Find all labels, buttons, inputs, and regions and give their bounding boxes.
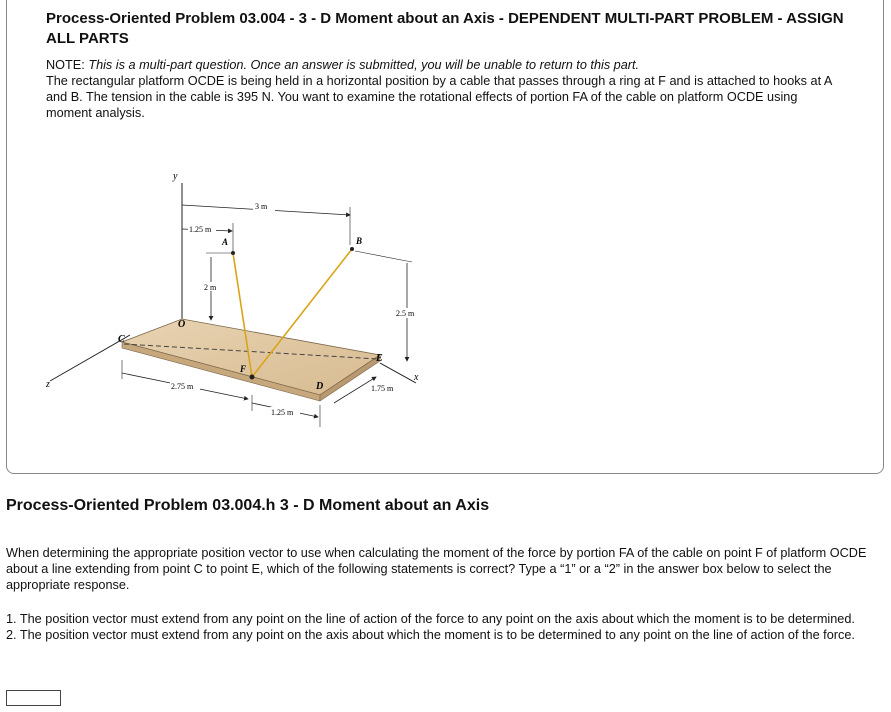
part-title: Process-Oriented Problem 03.004.h 3 - D Moment about an Axis: [6, 497, 490, 514]
note-label: NOTE:: [46, 58, 85, 72]
dim-125b: 1.25 m: [271, 408, 294, 417]
hook-b: [350, 247, 354, 251]
dim-125a: 1.25 m: [189, 225, 212, 234]
platform-figure: [40, 165, 440, 440]
answer-options: [6, 611, 886, 643]
label-c: C: [118, 334, 125, 345]
dim-3m: 3 m: [255, 202, 268, 211]
problem-title: Process-Oriented Problem 03.004 - 3 - D Moment about an Axis - DEPENDENT MULTI-PART PROBLEM - ASSIGN ALL PARTS: [46, 10, 844, 47]
part-question: When determining the appropriate position vector to use when calculating the moment of the force by portion FA of the cable on point F of platform OCDE about a line extending from point C to point E, which of the following statements is correct? Type a “1” or a “2” in the answer box below to select the appropriate response.: [6, 546, 867, 592]
x-label: x: [414, 372, 419, 383]
ring-f: [250, 375, 255, 380]
label-f: F: [240, 364, 247, 374]
dim-275: 2.75 m: [171, 382, 194, 391]
problem-statement: [46, 57, 846, 121]
dim-25m: 2.5 m: [396, 309, 415, 318]
x-axis: [380, 363, 416, 383]
dim-25m-ext: [355, 251, 412, 262]
label-o: O: [178, 319, 186, 330]
dim-175: 1.75 m: [371, 384, 394, 393]
option-1: 1. The position vector must extend from any point on the line of action of the force to any point on the axis about which the moment is to be determined.: [6, 612, 855, 626]
label-e: E: [376, 353, 383, 364]
problem-description: The rectangular platform OCDE is being held in a horizontal position by a cable that passes through a ring at F and is attached to hooks at A and B. The tension in the cable is 395 N. You want to examine the rotational effects of portion FA of the cable on platform OCDE using moment analysis.: [46, 74, 832, 120]
option-2: 2. The position vector must extend from any point on the axis about which the moment is to be determined to any point on the line of action of the force.: [6, 628, 855, 642]
y-label: y: [173, 171, 178, 182]
note-italic: This is a multi-part question. Once an answer is submitted, you will be unable to return to this part.: [88, 58, 640, 72]
dim-2m: 2 m: [204, 283, 217, 292]
label-d: D: [316, 381, 324, 392]
answer-input[interactable]: [6, 690, 61, 706]
z-label: z: [46, 379, 50, 390]
label-a: A: [222, 237, 229, 247]
label-b: B: [356, 236, 363, 246]
